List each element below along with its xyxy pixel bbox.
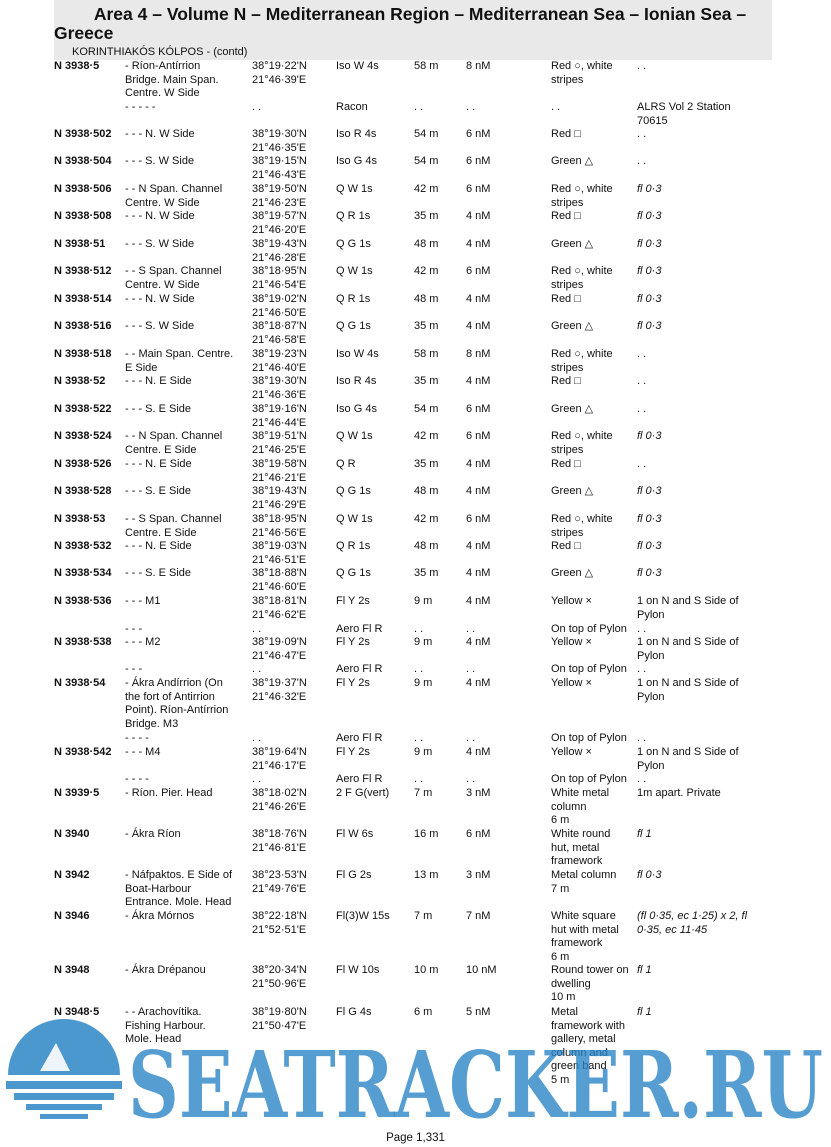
cell-ht: 48 m — [414, 485, 439, 497]
cell-no: N 3938·534 — [54, 567, 112, 579]
cell-str: On top of Pylon — [551, 663, 627, 675]
cell-ch: Aero Fl R — [336, 732, 383, 744]
cell-ch: Fl(3)W 15s — [336, 910, 390, 922]
cell-pos: . . — [252, 732, 262, 744]
cell-str: Green △ — [551, 403, 594, 415]
cell-no: N 3946 — [54, 910, 90, 922]
cell-rng: 6 nM — [466, 828, 491, 840]
cell-pos: 38°19·30'N 21°46·35'E — [252, 128, 307, 154]
cell-name: - Ríon. Pier. Head — [125, 787, 213, 799]
cell-ch: Aero Fl R — [336, 773, 383, 785]
cell-ht: 35 m — [414, 320, 439, 332]
cell-ht: 54 m — [414, 403, 439, 415]
cell-str: Yellow × — [551, 636, 592, 648]
cell-ch: Iso R 4s — [336, 375, 377, 387]
cell-str: Red ○, white stripes — [551, 265, 613, 291]
cell-rng: 6 nM — [466, 265, 491, 277]
cell-name: - - - — [125, 623, 143, 635]
cell-name: - - - N. E Side — [125, 540, 192, 552]
cell-name: - - - - — [125, 732, 149, 744]
cell-ch: Q W 1s — [336, 513, 373, 525]
cell-ht: 13 m — [414, 869, 439, 881]
cell-ht: 58 m — [414, 60, 439, 72]
cell-rng: 6 nM — [466, 183, 491, 195]
cell-rem: fl 1 — [637, 1006, 652, 1018]
cell-no: N 3938·518 — [54, 348, 112, 360]
cell-no: N 3939·5 — [54, 787, 100, 799]
cell-pos: 38°18·87'N 21°46·58'E — [252, 320, 307, 346]
cell-rng: 4 nM — [466, 210, 491, 222]
cell-ch: Q R 1s — [336, 210, 371, 222]
cell-ht: . . — [414, 732, 424, 744]
cell-rem: fl 0·3 — [637, 238, 662, 250]
cell-str: On top of Pylon — [551, 773, 627, 785]
cell-pos: 38°19·03'N 21°46·51'E — [252, 540, 307, 566]
cell-rem: fl 0·3 — [637, 485, 662, 497]
cell-str: Green △ — [551, 155, 594, 167]
cell-ch: Q R 1s — [336, 293, 371, 305]
cell-name: - - N Span. Channel Centre. W Side — [125, 183, 223, 209]
cell-ch: Fl G 2s — [336, 869, 372, 881]
cell-rem: fl 0·3 — [637, 320, 662, 332]
cell-ht: . . — [414, 773, 424, 785]
cell-pos: 38°18·76'N 21°46·81'E — [252, 828, 307, 854]
cell-rem: fl 0·3 — [637, 210, 662, 222]
cell-pos: 38°19·80'N 21°50·47'E — [252, 1006, 307, 1032]
cell-rng: 4 nM — [466, 677, 491, 689]
cell-ht: 35 m — [414, 567, 439, 579]
cell-ht: . . — [414, 623, 424, 635]
cell-rem: . . — [637, 128, 647, 140]
cell-pos: . . — [252, 663, 262, 675]
cell-rem: . . — [637, 60, 647, 72]
cell-name: - - - - - — [125, 101, 156, 113]
cell-str: On top of Pylon — [551, 732, 627, 744]
cell-ch: Q W 1s — [336, 430, 373, 442]
cell-str: Round tower on dwelling 10 m — [551, 964, 629, 1004]
cell-name: - Ríon-Antírrion Bridge. Main Span. Centre. W Side — [125, 60, 219, 100]
cell-pos: 38°19·37'N 21°46·32'E — [252, 677, 307, 703]
cell-no: N 3938·522 — [54, 403, 112, 415]
cell-rng: 4 nM — [466, 485, 491, 497]
cell-ht: 35 m — [414, 375, 439, 387]
cell-ch: Aero Fl R — [336, 663, 383, 675]
cell-pos: 38°19·02'N 21°46·50'E — [252, 293, 307, 319]
cell-pos: 38°19·43'N 21°46·28'E — [252, 238, 307, 264]
cell-str: Red ○, white stripes — [551, 513, 613, 539]
cell-str: On top of Pylon — [551, 623, 627, 635]
cell-ch: Fl Y 2s — [336, 595, 370, 607]
cell-ch: Iso G 4s — [336, 403, 377, 415]
cell-name: - - - - — [125, 773, 149, 785]
cell-ch: Q R 1s — [336, 540, 371, 552]
cell-rng: 4 nM — [466, 595, 491, 607]
cell-rng: . . — [466, 663, 476, 675]
cell-rem: . . — [637, 403, 647, 415]
cell-name: - - S Span. Channel Centre. E Side — [125, 513, 222, 539]
cell-name: - - - M4 — [125, 746, 161, 758]
cell-rem: 1 on N and S Side of Pylon — [637, 746, 739, 772]
seatracker-watermark — [0, 1013, 831, 1125]
cell-name: - - Arachovítika. Fishing Harbour. Mole. Head — [125, 1006, 206, 1046]
cell-name: - - - N. W Side — [125, 210, 195, 222]
cell-rng: 8 nM — [466, 60, 491, 72]
cell-no: N 3938·53 — [54, 513, 106, 525]
logo-sun-icon — [6, 1019, 122, 1119]
cell-rem: . . — [637, 732, 647, 744]
cell-rem: . . — [637, 773, 647, 785]
cell-pos: 38°19·50'N 21°46·23'E — [252, 183, 307, 209]
cell-ht: 35 m — [414, 458, 439, 470]
cell-no: N 3938·528 — [54, 485, 112, 497]
cell-no: N 3940 — [54, 828, 90, 840]
cell-ch: 2 F G(vert) — [336, 787, 390, 799]
cell-pos: . . — [252, 623, 262, 635]
cell-str: Red ○, white stripes — [551, 60, 613, 86]
cell-pos: 38°19·23'N 21°46·40'E — [252, 348, 307, 374]
cell-no: N 3948 — [54, 964, 90, 976]
page-number: Page 1,331 — [386, 1132, 445, 1144]
cell-rem: . . — [637, 155, 647, 167]
cell-ch: Fl Y 2s — [336, 746, 370, 758]
cell-name: - - - S. W Side — [125, 320, 195, 332]
cell-no: N 3938·54 — [54, 677, 106, 689]
cell-no: N 3938·538 — [54, 636, 112, 648]
cell-no: N 3938·516 — [54, 320, 112, 332]
cell-no: N 3942 — [54, 869, 90, 881]
cell-pos: 38°19·16'N 21°46·44'E — [252, 403, 307, 429]
cell-ht: 54 m — [414, 128, 439, 140]
cell-str: Red □ — [551, 293, 581, 305]
cell-rem: fl 0·3 — [637, 540, 662, 552]
cell-ht: 42 m — [414, 265, 439, 277]
cell-ch: Iso R 4s — [336, 128, 377, 140]
cell-rem: fl 0·3 — [637, 567, 662, 579]
cell-no: N 3938·532 — [54, 540, 112, 552]
cell-name: - - N Span. Channel Centre. E Side — [125, 430, 223, 456]
cell-str: Green △ — [551, 485, 594, 497]
cell-rem: fl 0·3 — [637, 513, 662, 525]
cell-pos: . . — [252, 773, 262, 785]
cell-no: N 3938·502 — [54, 128, 112, 140]
cell-rem: fl 1 — [637, 964, 652, 976]
cell-str: Yellow × — [551, 595, 592, 607]
cell-name: - - - N. E Side — [125, 375, 192, 387]
cell-no: N 3938·542 — [54, 746, 112, 758]
cell-rng: 4 nM — [466, 320, 491, 332]
cell-name: - Ákra Andírrion (On the fort of Antirrion Point). Ríon-Antírrion Bridge. M3 — [125, 677, 229, 730]
cell-no: N 3938·506 — [54, 183, 112, 195]
cell-ht: 9 m — [414, 595, 433, 607]
cell-rng: 4 nM — [466, 636, 491, 648]
cell-name: - Ákra Mórnos — [125, 910, 195, 922]
cell-rem: . . — [637, 348, 647, 360]
cell-ch: Iso G 4s — [336, 155, 377, 167]
cell-name: - - Main Span. Centre. E Side — [125, 348, 234, 374]
cell-str: Red ○, white stripes — [551, 183, 613, 209]
cell-name: - Ákra Drépanou — [125, 964, 206, 976]
cell-str: Red □ — [551, 458, 581, 470]
cell-ht: 48 m — [414, 238, 439, 250]
cell-pos: 38°19·58'N 21°46·21'E — [252, 458, 307, 484]
cell-str: Metal framework with gallery, metal column and green band 5 m — [551, 1006, 625, 1086]
cell-ht: 10 m — [414, 964, 439, 976]
cell-rng: 5 nM — [466, 1006, 491, 1018]
cell-name: - - - S. E Side — [125, 403, 192, 415]
cell-rem: 1 on N and S Side of Pylon — [637, 677, 739, 703]
cell-name: - - - S. W Side — [125, 238, 195, 250]
cell-ht: 42 m — [414, 183, 439, 195]
cell-name: - Ákra Ríon — [125, 828, 181, 840]
cell-rng: 4 nM — [466, 293, 491, 305]
cell-ch: Q G 1s — [336, 567, 371, 579]
cell-ht: . . — [414, 663, 424, 675]
cell-pos: 38°18·95'N 21°46·56'E — [252, 513, 307, 539]
cell-pos: 38°19·15'N 21°46·43'E — [252, 155, 307, 181]
cell-rng: 4 nM — [466, 375, 491, 387]
cell-str: Red □ — [551, 128, 581, 140]
cell-rng: 6 nM — [466, 513, 491, 525]
cell-rem: fl 0·3 — [637, 293, 662, 305]
cell-rem: . . — [637, 458, 647, 470]
cell-name: - - - S. E Side — [125, 567, 192, 579]
cell-ht: 35 m — [414, 210, 439, 222]
page-title-country: Greece — [54, 23, 114, 43]
cell-ch: Fl W 6s — [336, 828, 374, 840]
cell-ht: 6 m — [414, 1006, 433, 1018]
cell-ch: Fl G 4s — [336, 1006, 372, 1018]
cell-no: N 3938·51 — [54, 238, 106, 250]
cell-rng: 4 nM — [466, 567, 491, 579]
cell-rem: ALRS Vol 2 Station 70615 — [637, 101, 731, 127]
cell-rng: 6 nM — [466, 155, 491, 167]
cell-ht: 7 m — [414, 910, 433, 922]
cell-ht: 9 m — [414, 636, 433, 648]
cell-rng: 6 nM — [466, 430, 491, 442]
cell-rem: fl 1 — [637, 828, 652, 840]
cell-rem: . . — [637, 623, 647, 635]
cell-pos: 38°18·81'N 21°46·62'E — [252, 595, 307, 621]
cell-ch: Iso W 4s — [336, 348, 379, 360]
cell-name: - - - N. W Side — [125, 293, 195, 305]
cell-rng: 4 nM — [466, 540, 491, 552]
cell-pos: 38°19·30'N 21°46·36'E — [252, 375, 307, 401]
cell-pos: 38°19·43'N 21°46·29'E — [252, 485, 307, 511]
cell-rem: fl 0·3 — [637, 430, 662, 442]
cell-no: N 3938·514 — [54, 293, 112, 305]
cell-pos: 38°23·53'N 21°49·76'E — [252, 869, 307, 895]
cell-str: White square hut with metal framework 6 m — [551, 910, 619, 963]
cell-no: N 3938·512 — [54, 265, 112, 277]
cell-name: - - - S. E Side — [125, 485, 192, 497]
cell-no: N 3938·536 — [54, 595, 112, 607]
cell-rem: . . — [637, 663, 647, 675]
cell-no: N 3938·504 — [54, 155, 112, 167]
cell-rng: 10 nM — [466, 964, 497, 976]
cell-pos: 38°20·34'N 21°50·96'E — [252, 964, 307, 990]
cell-name: - Náfpaktos. E Side of Boat-Harbour Entrance. Mole. Head — [125, 869, 232, 909]
cell-rem: (fl 0·35, ec 1·25) x 2, fl 0·35, ec 11·45 — [637, 910, 748, 936]
cell-name: - - S Span. Channel Centre. W Side — [125, 265, 222, 291]
cell-str: Yellow × — [551, 746, 592, 758]
watermark-text: SEATRACKER.RU — [128, 1031, 823, 1125]
cell-name: - - - N. W Side — [125, 128, 195, 140]
cell-str: White round hut, metal framework — [551, 828, 611, 868]
cell-str: Green △ — [551, 238, 594, 250]
cell-no: N 3948·5 — [54, 1006, 100, 1018]
cell-ch: Q W 1s — [336, 183, 373, 195]
cell-ch: Fl Y 2s — [336, 636, 370, 648]
cell-ch: Fl Y 2s — [336, 677, 370, 689]
cell-name: - - - M2 — [125, 636, 161, 648]
cell-no: N 3938·524 — [54, 430, 112, 442]
cell-ht: 42 m — [414, 430, 439, 442]
cell-str: Green △ — [551, 567, 594, 579]
cell-rng: . . — [466, 101, 476, 113]
cell-rem: fl 0·3 — [637, 183, 662, 195]
cell-str: Red ○, white stripes — [551, 348, 613, 374]
cell-ch: Q W 1s — [336, 265, 373, 277]
cell-rng: . . — [466, 623, 476, 635]
cell-ht: 9 m — [414, 677, 433, 689]
cell-rng: 3 nM — [466, 787, 491, 799]
cell-rng: 4 nM — [466, 746, 491, 758]
cell-rng: 6 nM — [466, 403, 491, 415]
cell-pos: 38°19·64'N 21°46·17'E — [252, 746, 307, 772]
cell-str: Red □ — [551, 540, 581, 552]
cell-name: - - - — [125, 663, 143, 675]
cell-name: - - - S. W Side — [125, 155, 195, 167]
cell-rem: 1 on N and S Side of Pylon — [637, 595, 739, 621]
cell-no: N 3938·5 — [54, 60, 100, 72]
cell-rng: . . — [466, 732, 476, 744]
cell-str: Yellow × — [551, 677, 592, 689]
cell-rem: fl 0·3 — [637, 869, 662, 881]
cell-ch: Q G 1s — [336, 485, 371, 497]
cell-str: Red □ — [551, 375, 581, 387]
cell-rng: . . — [466, 773, 476, 785]
cell-pos: 38°18·02'N 21°46·26'E — [252, 787, 307, 813]
cell-rem: . . — [637, 375, 647, 387]
section-subtitle: KORINTHIAKÓS KÓLPOS - (contd) — [72, 46, 248, 58]
cell-str: White metal column 6 m — [551, 787, 610, 827]
cell-ht: . . — [414, 101, 424, 113]
cell-str: Metal column 7 m — [551, 869, 617, 895]
cell-ch: Aero Fl R — [336, 623, 383, 635]
cell-pos: 38°18·95'N 21°46·54'E — [252, 265, 307, 291]
cell-ht: 16 m — [414, 828, 439, 840]
cell-pos: . . — [252, 101, 262, 113]
cell-ch: Q G 1s — [336, 320, 371, 332]
cell-str: Red ○, white stripes — [551, 430, 613, 456]
cell-pos: 38°19·51'N 21°46·25'E — [252, 430, 307, 456]
cell-no: N 3938·52 — [54, 375, 106, 387]
cell-rng: 4 nM — [466, 458, 491, 470]
cell-rng: 6 nM — [466, 128, 491, 140]
cell-pos: 38°19·22'N 21°46·39'E — [252, 60, 307, 86]
cell-ht: 54 m — [414, 155, 439, 167]
cell-ht: 48 m — [414, 293, 439, 305]
cell-ch: Q G 1s — [336, 238, 371, 250]
cell-ht: 58 m — [414, 348, 439, 360]
cell-ch: Racon — [336, 101, 368, 113]
cell-str: Red □ — [551, 210, 581, 222]
cell-rng: 7 nM — [466, 910, 491, 922]
cell-rng: 8 nM — [466, 348, 491, 360]
cell-ch: Iso W 4s — [336, 60, 379, 72]
cell-pos: 38°22·18'N 21°52·51'E — [252, 910, 307, 936]
cell-pos: 38°19·57'N 21°46·20'E — [252, 210, 307, 236]
cell-ht: 42 m — [414, 513, 439, 525]
cell-rng: 4 nM — [466, 238, 491, 250]
page-title: Area 4 – Volume N – Mediterranean Region – Mediterranean Sea – Ionian Sea – — [93, 4, 747, 24]
cell-rem: 1 on N and S Side of Pylon — [637, 636, 739, 662]
cell-name: - - - M1 — [125, 595, 161, 607]
cell-ht: 7 m — [414, 787, 433, 799]
cell-ch: Fl W 10s — [336, 964, 380, 976]
cell-pos: 38°19·09'N 21°46·47'E — [252, 636, 307, 662]
cell-rng: 3 nM — [466, 869, 491, 881]
cell-str: Green △ — [551, 320, 594, 332]
cell-ht: 9 m — [414, 746, 433, 758]
cell-name: - - - N. E Side — [125, 458, 192, 470]
cell-str: . . — [551, 101, 561, 113]
cell-pos: 38°18·88'N 21°46·60'E — [252, 567, 307, 593]
cell-ht: 48 m — [414, 540, 439, 552]
cell-no: N 3938·508 — [54, 210, 112, 222]
cell-rem: 1m apart. Private — [637, 787, 721, 799]
cell-rem: fl 0·3 — [637, 265, 662, 277]
cell-no: N 3938·526 — [54, 458, 112, 470]
cell-ch: Q R — [336, 458, 356, 470]
